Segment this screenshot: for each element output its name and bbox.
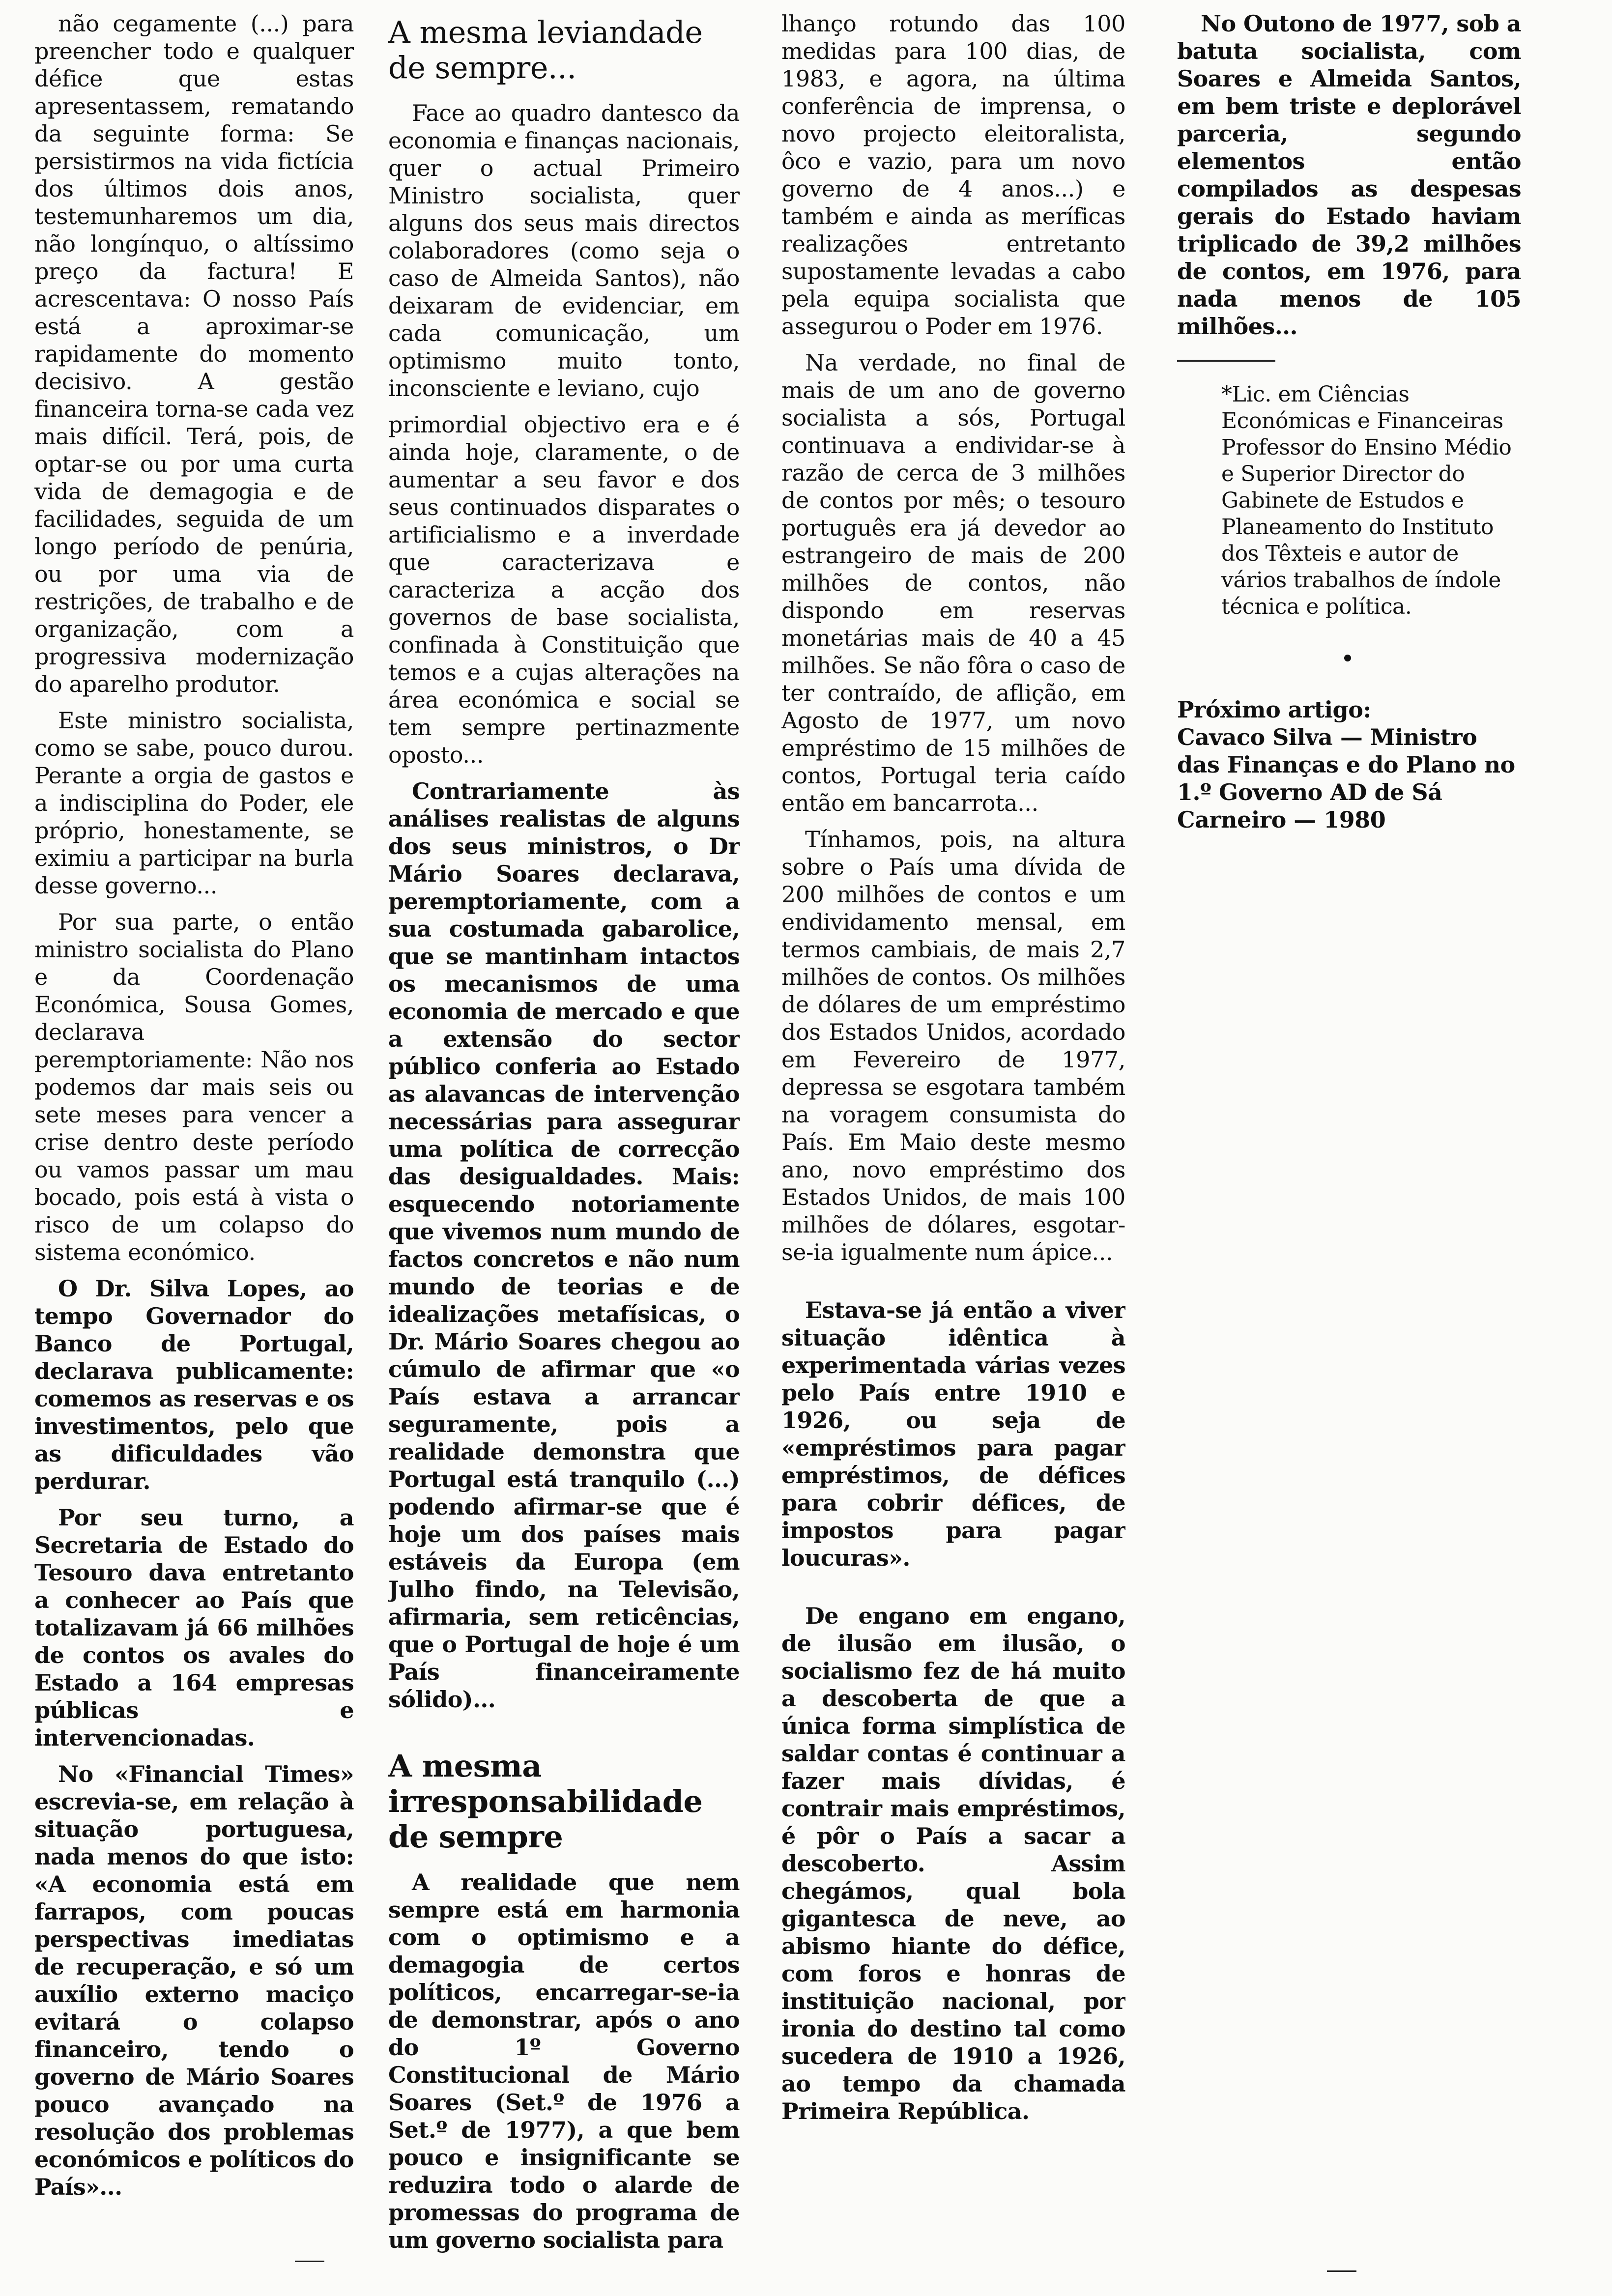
- column-4: [1177, 10, 1521, 993]
- page-dash-mark: [295, 2261, 324, 2262]
- article-paragraph: [388, 99, 740, 402]
- paragraph-text: lhanço rotundo das 100 medidas para 100 dias, de 1983, e agora, na última conferência de imprensa, o novo projecto eleitoralista, ôco e vazio, para um novo governo de 4 anos...) e também e ainda as meríficas realizações entretanto supostamente levadas a cabo pela equipa socialista que assegurou o Poder em 1976.: [781, 10, 1125, 340]
- article-paragraph: [34, 908, 354, 1266]
- paragraph-text: Contrariamente às análises realistas de alguns dos seus ministros, o Dr Mário Soares declarava, peremptoriamente, com a sua costumada gabarolice, que se mantinham intactos os mecanismos de uma economia de mercado e que a extensão do sector público conferia ao Estado as alavancas de intervenção necessárias para assegurar uma política de correcção das desigualdades. Mais: esquecendo notoriamente que vivemos num mundo de factos concretos e não num mundo de teorias e de idealizações metafísicas, o Dr. Mário Soares chegou ao cúmulo de afirmar que «o País estava a arrancar seguramente, pois a realidade demonstra que Portugal está tranquilo (...) podendo afirmar-se que é hoje um dos países mais estáveis da Europa (em Julho findo, na Televisão, afirmaria, sem reticências, que o Portugal de hoje é um País financeiramente sólido)...: [388, 778, 740, 1713]
- article-paragraph: [34, 1275, 354, 1495]
- paragraph-text: No «Financial Times» escrevia-se, em relação à situação portuguesa, nada menos do que isto: «A economia está em farrapos, com poucas perspectivas imediatas de recuperação, e só um auxílio externo maciço evitará o colapso financeiro, tendo o governo de Mário Soares pouco avançado na resolução dos problemas económicos e políticos do País»...: [34, 1761, 354, 2200]
- article-paragraph: [34, 1760, 354, 2201]
- article-paragraph: [388, 1868, 740, 2254]
- article-paragraph: [781, 10, 1125, 340]
- paragraph-text: Na verdade, no final de mais de um ano de governo socialista a sós, Portugal continuava a endividar-se à razão de cerca de 3 milhões de contos por mês; o tesouro português era já devedor ao estrangeiro de mais de 200 milhões de contos, não dispondo em reservas monetárias mais de 40 a 45 milhões. Se não fôra o caso de ter contraído, de aflição, em Agosto de 1977, um novo empréstimo de 15 milhões de contos, Portugal teria caído então em bancarrota...: [781, 349, 1125, 816]
- article-paragraph: [781, 349, 1125, 817]
- paragraph-text: No Outono de 1977, sob a batuta socialista, com Soares e Almeida Santos, em bem triste e deplorável parceria, segundo elementos então compilados as despesas gerais do Estado haviam triplicado de 39,2 milhões de contos, em 1976, para nada menos de 105 milhões...: [1177, 10, 1521, 340]
- article-paragraph: [1177, 10, 1521, 340]
- article-paragraph: [781, 826, 1125, 1266]
- author-note: *Lic. em Ciências Económicas e Financeiras Professor do Ensino Médio e Superior Director do Gabinete de Estudos e Planeamento do Instituto dos Têxteis e autor de vários trabalhos de índole técnica e política.: [1221, 382, 1512, 619]
- page-dash-mark: [1327, 2270, 1356, 2272]
- paragraph-text: não cegamente (...) para preencher todo e qualquer défice que estas apresentassem, rematando da seguinte forma: Se persistirmos na vida fictícia dos últimos dois anos, testemunharemos um dia, não longínquo, o altíssimo preço da factura! E acrescentava: O nosso País está a aproximar-se rapidamente do momento decisivo. A gestão financeira torna-se cada vez mais difícil. Terá, pois, de optar-se ou por uma curta vida de demagogia e de facilidades, seguida de um longo período de penúria, ou por uma via de restrições, de trabalho e de organização, com a progressiva modernização do aparelho produtor.: [34, 10, 354, 697]
- bullet-dot: [1344, 655, 1351, 661]
- next-article-label: Próximo artigo:: [1177, 696, 1371, 723]
- article-paragraph: [34, 10, 354, 698]
- next-article-title: Cavaco Silva — Ministro das Finanças e do Plano no 1.º Governo AD de Sá Carneiro — 1980: [1177, 724, 1515, 833]
- paragraph-text: Tínhamos, pois, na altura sobre o País uma dívida de 200 milhões de contos e um endividamento mensal, em termos cambiais, de mais 2,7 milhões de contos. Os milhões de dólares de um empréstimo dos Estados Unidos, acordado em Fevereiro de 1977, depressa se esgotara também na voragem consumista do País. Em Maio deste mesmo ano, novo empréstimo dos Estados Unidos, de mais 100 milhões de dólares, esgotar-se-ia igualmente num ápice...: [781, 826, 1125, 1265]
- divider-rule: [1177, 360, 1275, 362]
- paragraph-text: Estava-se já então a viver situação idêntica à experimentada várias vezes pelo País entre 1910 e 1926, ou seja de «empréstimos para pagar empréstimos, de défices para cobrir défices, de impostos para pagar loucuras».: [781, 1297, 1125, 1571]
- column-3: [781, 10, 1125, 2241]
- article-paragraph: [781, 1296, 1125, 1572]
- paragraph-text: Por seu turno, a Secretaria de Estado do Tesouro dava entretanto a conhecer ao País que totalizavam já 66 milhões de contos os avales do Estado a 164 empresas públicas e intervencionadas.: [34, 1504, 354, 1751]
- article-paragraph: [388, 411, 740, 769]
- article-paragraph: [388, 777, 740, 1713]
- spacer: [781, 1275, 1125, 1296]
- paragraph-text: O Dr. Silva Lopes, ao tempo Governador do Banco de Portugal, declarava publicamente: comemos as reservas e os investimentos, pelo que as dificuldades vão perdurar.: [34, 1275, 354, 1494]
- paragraph-text: A realidade que nem sempre está em harmonia com o optimismo e a demagogia de certos políticos, encarregar-se-ia de demonstrar, após o ano do 1º Governo Constitucional de Mário Soares (Set.º de 1976 a Set.º de 1977), a que bem pouco e insignificante se reduzira todo o alarde de promessas do programa de um governo socialista para: [388, 1869, 740, 2253]
- paragraph-text: Este ministro socialista, como se sabe, pouco durou. Perante a orgia de gastos e a indisciplina do Poder, ele próprio, honestamente, se eximiu a participar na burla desse governo...: [34, 707, 354, 899]
- paragraph-text: primordial objectivo era e é ainda hoje, claramente, o de aumentar a seu favor e dos seus continuados disparates o artificialismo e a inverdade que caracterizava e caracteriza a acção dos governos de base socialista, confinada à Constituição que temos e a cujas alterações na área económica e social se tem sempre pertinazmente oposto...: [388, 411, 740, 768]
- section-heading: A mesma irresponsabilidade de sempre: [388, 1748, 703, 1855]
- column-2: [388, 10, 740, 2290]
- spacer: [388, 1722, 740, 1744]
- spacer: [781, 1580, 1125, 1602]
- column-1: [34, 10, 354, 2251]
- paragraph-text: Por sua parte, o então ministro socialista do Plano e da Coordenação Económica, Sousa Gomes, declarava peremptoriamente: Não nos podemos dar mais seis ou sete meses para vencer a crise dentro deste período ou vamos passar um mau bocado, pois está à vista o risco de um colapso do sistema económico.: [34, 909, 354, 1265]
- article-paragraph: [781, 1602, 1125, 2125]
- paragraph-text: De engano em engano, de ilusão em ilusão, o socialismo fez de há muito a descoberta de que a única forma simplística de saldar contas é continuar a fazer mais dívidas, é contrair mais empréstimos, é pôr o País a sacar a descoberto. Assim chegámos, qual bola gigantesca de neve, ao abismo hiante do défice, com foros e honras de instituição nacional, por ironia do destino tal como sucedera de 1910 a 1926, ao tempo da chamada Primeira República.: [781, 1603, 1125, 2124]
- paragraph-text: Face ao quadro dantesco da economia e finanças nacionais, quer o actual Primeiro Ministro socialista, quer alguns dos seus mais directos colaboradores (como seja o caso de Almeida Santos), não deixaram de evidenciar, em cada comunicação, um optimismo muito tonto, inconsciente e leviano, cujo: [388, 100, 740, 402]
- article-paragraph: [34, 1504, 354, 1751]
- section-heading: A mesma leviandade de sempre...: [388, 14, 703, 86]
- article-paragraph: [34, 707, 354, 899]
